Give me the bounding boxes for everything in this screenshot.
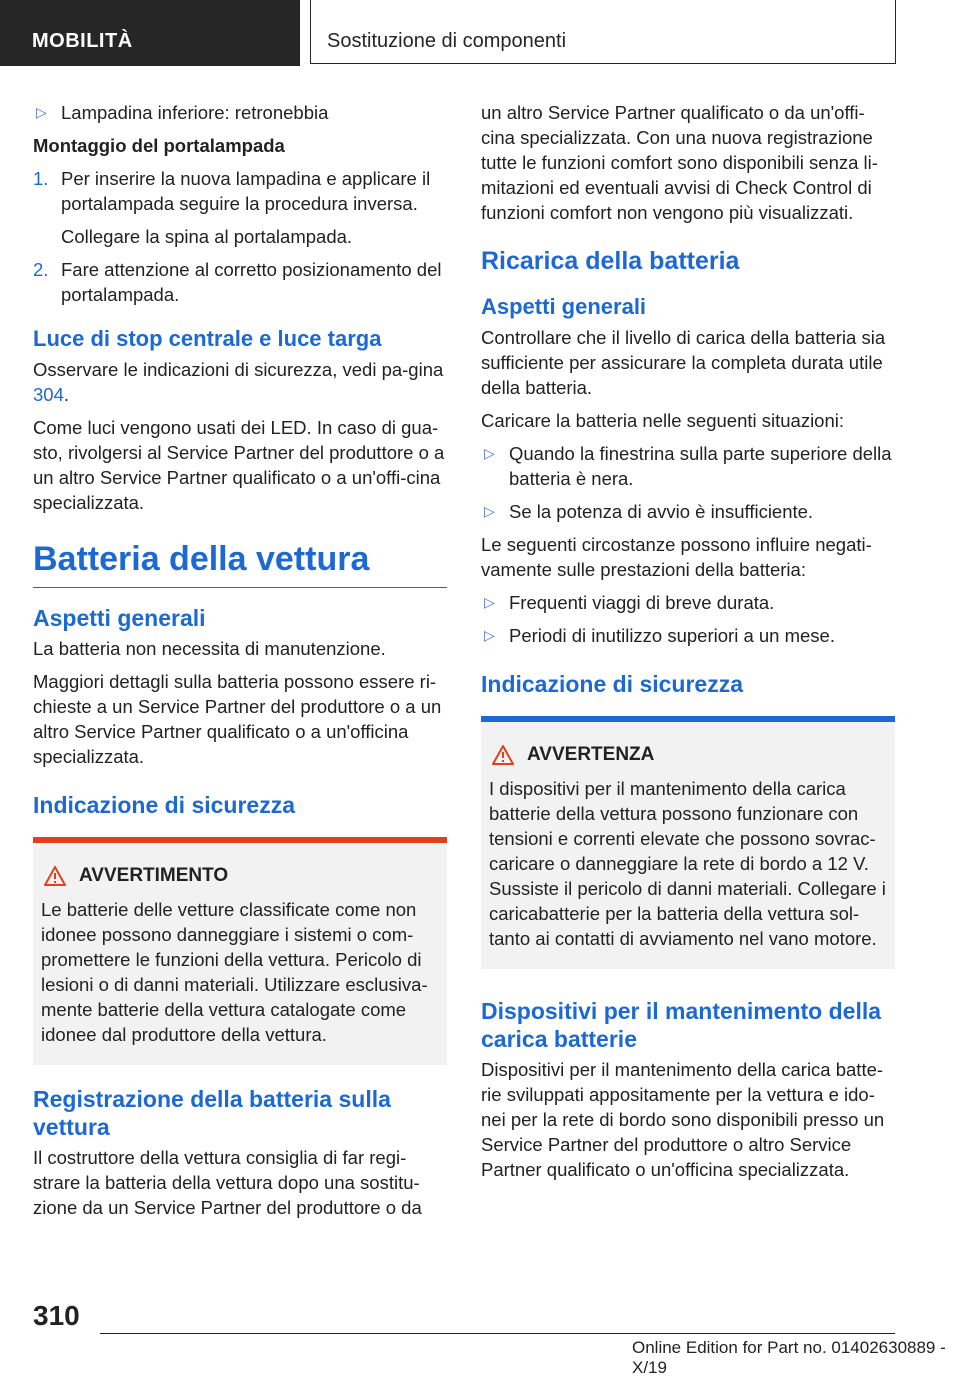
factors-paragraph: Le seguenti circostanze possono influire negati-vamente sulle prestazioni della batteria:: [481, 534, 872, 580]
warning-title: AVVERTIMENTO: [79, 865, 229, 886]
page-number: 310: [33, 1300, 80, 1331]
warning-triangle-icon: [491, 744, 515, 766]
list-item: ▷ Frequenti viaggi di breve durata.: [484, 592, 775, 613]
triangle-right-icon: ▷: [36, 104, 47, 120]
list-item: ▷ Lampadina inferiore: retronebbia: [36, 102, 329, 123]
warning-triangle-icon: [43, 865, 67, 887]
page-link[interactable]: 304: [33, 384, 64, 405]
charging-heading: Ricarica della batteria: [481, 247, 740, 275]
charging-paragraph-2: Caricare la batteria nelle seguenti situazioni:: [481, 410, 845, 431]
general-aspects-heading: Aspetti generali: [33, 605, 206, 631]
charging-general-heading: Aspetti generali: [481, 294, 647, 319]
stop-light-heading: Luce di stop centrale e luce targa: [33, 326, 382, 351]
maintainers-heading: Dispositivi per il mantenimento della carica batterie: [481, 998, 882, 1052]
right-column: [481, 100, 895, 1190]
warning-text: Le batterie delle vetture classificate come non idonee possono danneggiare i sistemi o com-promettere le funzioni della vettura. Pericolo di lesioni o di danni materiali. Utilizzare esclusiva-mente batterie della vettura catalogate come idonee dal produttore della vettura.: [41, 899, 428, 1045]
registration-heading: Registrazione della batteria sulla vettura: [33, 1086, 391, 1140]
montaggio-heading: Montaggio del portalampada: [33, 135, 285, 156]
caution-box: [481, 716, 895, 969]
registration-paragraph: Il costruttore della vettura consiglia di far regi-strare la batteria della vettura dopo una sostitu-zione da un Service Partner del produttore o da: [33, 1147, 422, 1218]
maintainers-paragraph: Dispositivi per il mantenimento della carica batte-rie sviluppati appositamente per la vettura e ido-nei per la rete di bordo sono disponibili presso un Service Partner del produttore o altro Service Partner qualificato o un'officina specializzata.: [481, 1059, 885, 1180]
list-item: ▷ Quando la finestrina sulla parte superiore della batteria è nera.: [484, 443, 892, 489]
continued-paragraph: un altro Service Partner qualificato o da un'offi-cina specializzata. Con una nuova registrazione tutte le funzioni comfort sono disponibili senza li-mitazioni ed eventuali avvisi di Check Control di funzioni comfort non vengono più visualizzati.: [481, 102, 878, 223]
charging-paragraph-1: Controllare che il livello di carica della batteria sia sufficiente per assicurare la completa durata utile della batteria.: [481, 327, 886, 398]
step-1: 1. Per inserire la nuova lampadina e applicare il portalampada seguire la procedura inversa.: [33, 168, 431, 214]
step-1-extra: Collegare la spina al portalampada.: [61, 226, 353, 247]
footer-divider: [100, 1333, 895, 1334]
stop-light-paragraph-2: Come luci vengono usati dei LED. In caso di gua-sto, rivolgersi al Service Partner del produttore o a un altro Service Partner qualificato o a un'offi-cina specializzata.: [33, 417, 445, 513]
edition-note: Online Edition for Part no. 01402630889 - X/19: [632, 1338, 946, 1377]
list-item: ▷ Se la potenza di avvio è insufficiente.: [484, 501, 814, 522]
left-column: [33, 100, 447, 1228]
stop-light-paragraph-1: Osservare le indicazioni di sicurezza, vedi pa-gina 304.: [33, 359, 444, 405]
caution-text: I dispositivi per il mantenimento della carica batterie della vettura possono funzionare con tensioni e correnti elevate che possono sovrac-caricare o danneggiare la rete di bordo a 12 V. Sussiste il pericolo di danni materiali. Collegare i caricabatterie per la batteria della vettura sol-tanto ai contatti di avviamento nel vano motore.: [489, 778, 886, 949]
safety-heading-right: Indicazione di sicurezza: [481, 671, 744, 697]
step-2: 2. Fare attenzione al corretto posizionamento del portalampada.: [33, 259, 442, 305]
safety-heading: Indicazione di sicurezza: [33, 792, 296, 818]
list-item: ▷ Periodi di inutilizzo superiori a un mese.: [484, 625, 835, 646]
page-header: [0, 0, 960, 66]
general-aspects-paragraph-2: Maggiori dettagli sulla batteria possono essere ri-chieste a un Service Partner del produttore o a un altro Service Partner qualificato o a un'officina specializzata.: [33, 671, 442, 767]
caution-title: AVVERTENZA: [527, 744, 655, 765]
section-tab: MOBILITÀ: [0, 0, 300, 66]
general-aspects-paragraph-1: La batteria non necessita di manutenzione.: [33, 638, 386, 659]
triangle-right-icon: ▷: [484, 627, 495, 643]
chapter-title: Sostituzione di componenti: [310, 0, 896, 64]
triangle-right-icon: ▷: [484, 445, 495, 461]
triangle-right-icon: ▷: [484, 503, 495, 519]
warning-box: [33, 837, 447, 1065]
triangle-right-icon: ▷: [484, 594, 495, 610]
battery-chapter-title: Batteria della vettura: [33, 539, 447, 588]
